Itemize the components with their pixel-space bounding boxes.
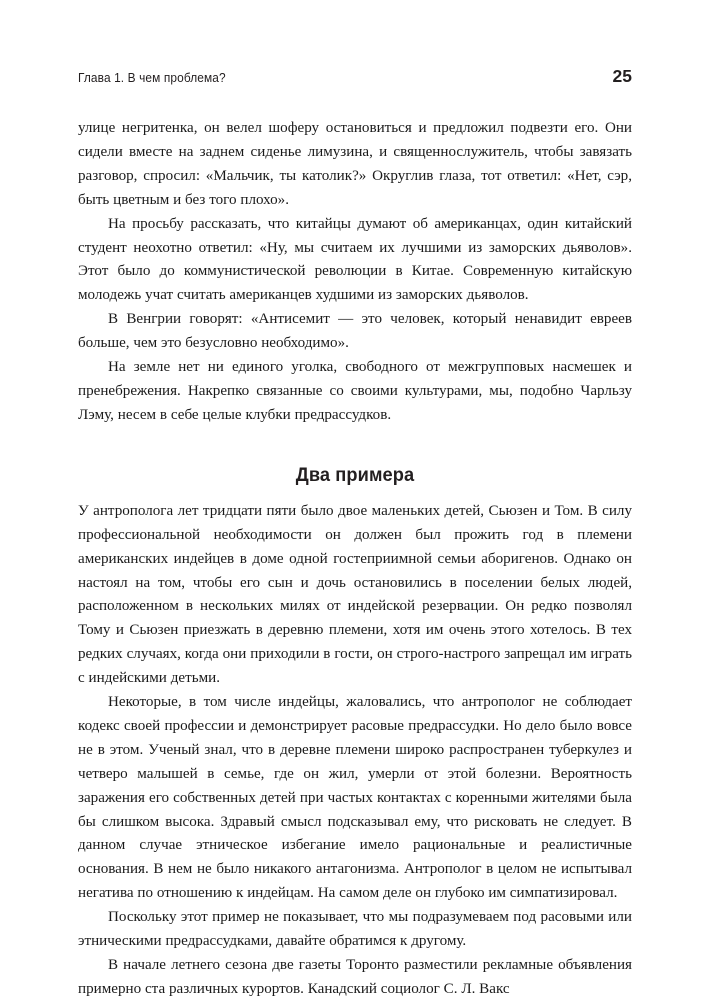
paragraph: Некоторые, в том числе индейцы, жаловались, что антрополог не соблюдает кодекс своей профессии и демонстрирует расовые предрассудки. Но дело было вовсе не в этом. Ученый знал, что в деревне племени широко распространен туберкулез и четверо малышей в семье, где он жил, умерли от этой болезни. Вероятность заражения его собственных детей при частых контактах с коренными жителями была бы слишком высока. Здравый смысл подсказывал ему, что рисковать не следует. В данном случае этническое избегание имело рациональные и реалистичные основания. В нем не было никакого антагонизма. Антрополог в целом не испытывал негатива по отношению к индейцам. На самом деле он глубоко им симпатизировал. bbox=[78, 694, 632, 902]
paragraph: улице негритенка, он велел шоферу остановиться и предложил подвезти его. Они сидели вместе на заднем сиденье лимузина, и священнослужитель, чтобы завязать разговор, спросил: «Мальчик, ты католик?» Округлив глаза, тот ответил: «Нет, сэр, быть цветным и без того плохо». bbox=[78, 120, 632, 208]
paragraph: У антрополога лет тридцати пяти было двое маленьких детей, Сьюзен и Том. В силу профессиональной необходимости он должен был прожить год в племени американских индейцев в доме одной гостеприимной семьи аборигенов. Однако он настоял на том, чтобы его сын и дочь остановились в поселении белых людей, расположенном в нескольких милях от индейской резервации. Он редко позволял Тому и Сьюзен приезжать в деревню племени, хотя им очень этого хотелось. В тех редких случаях, когда они приходили в гости, он строго-настрого запрещал им играть с индейскими детьми. bbox=[78, 502, 632, 687]
chapter-title: Глава 1. В чем проблема? bbox=[78, 71, 226, 85]
paragraph: На земле нет ни единого уголка, свободного от межгрупповых насмешек и пренебрежения. Накрепко связанные со своими культурами, мы, подобно Чарльзу Лэму, несем в себе целые клубки предрассудков. bbox=[78, 359, 632, 423]
paragraph: Поскольку этот пример не показывает, что мы подразумеваем под расовыми или этническими предрассудками, давайте обратимся к другому. bbox=[78, 909, 632, 950]
paragraph: На просьбу рассказать, что китайцы думают об американцах, один китайский студент неохотно ответил: «Ну, мы считаем их лучшими из заморских дьяволов». Этот было до коммунистической революции в Китае. Современную китайскую молодежь учат считать американцев худшими из заморских дьяволов. bbox=[78, 215, 632, 304]
paragraph: В Венгрии говорят: «Антисемит — это человек, который ненавидит евреев больше, чем это безусловно необходимо». bbox=[78, 311, 632, 352]
text-column bbox=[78, 117, 632, 1002]
running-header bbox=[78, 68, 632, 86]
paragraph: В начале летнего сезона две газеты Торонто разместили рекламные объявления примерно ста различных курортов. Канадский социолог С. Л. Вакс bbox=[78, 957, 632, 997]
section-heading: Два примера bbox=[295, 464, 415, 486]
page-number: 25 bbox=[612, 66, 632, 86]
